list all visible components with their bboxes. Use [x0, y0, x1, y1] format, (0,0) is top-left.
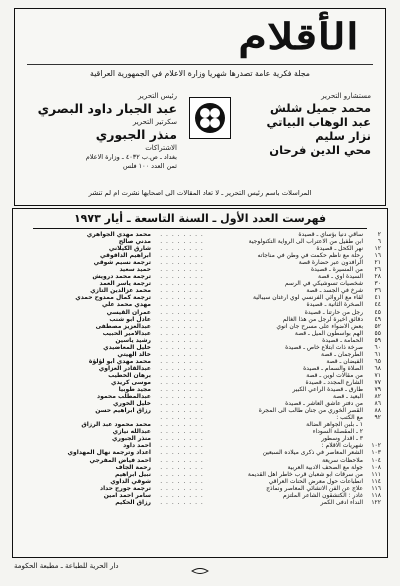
toc-page-number: ٧١: [374, 371, 381, 379]
toc-entry: [19, 294, 381, 301]
toc-leader-dots: . . . . . . . .: [160, 308, 204, 316]
toc-leader-dots: . . . . . . . .: [160, 294, 204, 302]
toc-entry-author: منذر الجبوري: [112, 435, 151, 443]
toc-entry-title: الهم بواسطون الميل ـ قصة: [294, 329, 363, 337]
toc-page-number: ٤٥: [374, 308, 381, 316]
toc-entry-author: محمد محمود عبد الرزاق: [81, 421, 151, 429]
toc-entry-author: شارق الكيلاني: [108, 245, 151, 253]
toc-entry-title: ٣ ـ اقدار وسطور: [321, 435, 363, 443]
toc-entry-title: من سرقات ابو شعبان قرب خاطر اهل القديمة: [247, 470, 363, 478]
toc-title: فهرست العدد الأول ـ السنة التاسعة ـ أيار ١٩٧٣: [73, 212, 327, 225]
toc-entry: [19, 414, 381, 421]
toc-leader-dots: . . . . . . . .: [160, 315, 204, 323]
toc-leader-dots: . . . . . . . .: [160, 449, 204, 457]
toc-entry-author: محمد مهدي الجواهري: [86, 231, 151, 238]
toc-entry-author: رزاق الحكيم: [115, 498, 151, 506]
toc-entry: [19, 259, 381, 266]
toc-page-number: ٢: [377, 231, 381, 238]
logo-divider: [27, 64, 373, 65]
toc-page-number: ٢٦: [374, 266, 381, 274]
toc-entry: [19, 449, 381, 456]
toc-page-number: ٣٦: [374, 287, 381, 295]
toc-page-number: ١٦: [374, 252, 381, 260]
toc-page-number: ٨٢: [374, 393, 381, 401]
toc-leader-dots: . . . . . . . .: [160, 378, 204, 386]
toc-entry-title: من مقالات لوين ـ قصة: [306, 371, 363, 379]
toc-entry-author: خليل الخوري: [112, 400, 151, 408]
toc-entry: [19, 428, 381, 435]
toc-entry-author: احمد داود: [123, 442, 151, 450]
toc-page-number: ٩٢: [374, 414, 381, 422]
toc-entry-author: خالد الهيتي: [117, 350, 151, 358]
toc-entry: [19, 421, 381, 428]
toc-entry-author: عبدالله نيازي: [112, 428, 151, 436]
toc-leader-dots: . . . . . . . .: [160, 463, 204, 471]
toc-entry-author: ترجمة نسيم شوقي: [93, 259, 151, 267]
secretary-role: سكرتير التحرير: [132, 118, 177, 126]
toc-page-number: ٦: [377, 238, 381, 246]
toc-entry-title: رجل من حارتنا ـ قصيدة: [304, 308, 363, 316]
toc-entry-title: الصخرة الثانية ـ قصيدة: [306, 301, 363, 309]
toc-entry: [19, 471, 381, 478]
masthead: [14, 8, 386, 206]
toc-entry: [19, 393, 381, 400]
toc-page-number: ٦٥: [374, 357, 381, 365]
toc-leader-dots: . . . . . . . .: [160, 428, 204, 436]
toc-entry: [19, 386, 381, 393]
toc-leader-dots: . . . . . . . .: [160, 343, 204, 351]
toc-page-number: ١٢٢: [371, 498, 381, 506]
toc-leader-dots: . . . . . . . .: [160, 386, 204, 394]
toc-leader-dots: . . . . . . . .: [160, 301, 204, 309]
toc-title-divider: [33, 228, 367, 229]
printer-credit: دار الحرية للطباعة ـ مطبعة الحكومة: [14, 562, 119, 570]
toc-leader-dots: . . . . . . . .: [160, 329, 204, 337]
toc-entry: [19, 492, 381, 499]
toc-entry-title: الشارع المجدد ـ قصيدة: [305, 378, 363, 386]
toc-entry-author: رزاق ابراهيم حسن: [95, 407, 151, 415]
toc-entry-author: شوقي الداوي: [110, 477, 151, 485]
toc-leader-dots: . . . . . . . .: [160, 252, 204, 260]
toc-leader-dots: . . . . . . . .: [160, 322, 204, 330]
toc-entry-title: النداء ادفى الكمر: [320, 498, 363, 506]
toc-entry: [19, 344, 381, 351]
toc-entry-author: رحمة الجاف: [115, 463, 151, 471]
advisor-name: عبد الوهاب البياتي: [266, 115, 371, 129]
advisor-name: محي الدين فرحان: [269, 143, 371, 157]
toc-entry: [19, 478, 381, 485]
toc-entry: [19, 316, 381, 323]
toc-entry-title: السيدة اوي ـ قصة: [318, 273, 363, 281]
toc-entry-author: مدني صالح: [118, 238, 151, 246]
toc-page-number: ٦٠: [374, 343, 381, 351]
toc-entry-author: ترجمة كمال ممدوح حمدي: [75, 294, 151, 302]
toc-entry: [19, 238, 381, 245]
toc-leader-dots: . . . . . . . .: [160, 477, 204, 485]
toc-leader-dots: . . . . . . . .: [160, 350, 204, 358]
toc-page-number: ٥٥: [374, 329, 381, 337]
toc-entry-title: البعيد ـ قصة: [332, 393, 363, 401]
toc-entry-author: عبدالعزيز مصطفى: [95, 322, 151, 330]
toc-page-number: ١٠٣: [371, 449, 381, 457]
toc-leader-dots: . . . . . . . .: [160, 231, 204, 238]
toc-leader-dots: . . . . . . . .: [160, 371, 204, 379]
toc-page-number: ٤١: [374, 294, 381, 302]
toc-entry-author: حميد سعيد: [119, 266, 151, 274]
toc-leader-dots: . . . . . . . .: [160, 421, 204, 429]
masthead-tagline: مجلة فكرية عامة تصدرها شهريا وزارة الاعلام في الجمهورية العراقية: [90, 69, 310, 78]
toc-entry-author: ترجمة محمد درويش: [92, 273, 151, 281]
toc-entry-title: من المسيرة ـ قصيدة: [310, 266, 363, 274]
toc-entry: [19, 485, 381, 492]
toc-leader-dots: . . . . . . . .: [160, 400, 204, 408]
advisor-name: نزار سليم: [315, 129, 371, 143]
toc-entry-author: مجيد طوبيا: [118, 386, 151, 394]
toc-entry-author: نبيل ابراهيم: [114, 470, 151, 478]
table-of-contents: [12, 208, 388, 558]
toc-entry: [19, 365, 381, 372]
subscriptions-role: الاشتراكات: [145, 144, 177, 152]
toc-entry: [19, 400, 381, 407]
toc-entry: [19, 379, 381, 386]
toc-leader-dots: . . . . . . . .: [160, 357, 204, 365]
toc-page-number: ١٠٨: [371, 463, 381, 471]
toc-page-number: ١١٨: [371, 491, 381, 499]
editors-column: [29, 91, 177, 171]
toc-entry-author: سامر احمد امين: [103, 491, 151, 499]
toc-page-number: ٨٨: [374, 407, 381, 415]
toc-entry: [19, 301, 381, 308]
toc-page-number: ٥٩: [374, 336, 381, 344]
toc-leader-dots: . . . . . . . .: [160, 336, 204, 344]
masthead-footer: المراسلات باسم رئيس التحرير ـ لا تعاد المقالات الى اصحابها نشرت ام لم تنشر: [88, 189, 312, 197]
toc-entry: [19, 407, 381, 414]
toc-page-number: ٢٨: [374, 273, 381, 281]
toc-entry: [19, 245, 381, 252]
toc-leader-dots: . . . . . . . .: [160, 491, 204, 499]
toc-entry-title: رحلة مع ناظم حكمت في وطن في مناجاته: [257, 252, 363, 260]
emblem-icon: [189, 97, 231, 139]
toc-page-number: ١٢: [374, 245, 381, 253]
toc-entry-author: خليل المعاضيدي: [103, 343, 151, 351]
toc-leader-dots: . . . . . . . .: [160, 470, 204, 478]
toc-entry-author: ترجمة ياسر العمد: [99, 280, 151, 288]
toc-entry-author: عمران القيسي: [106, 308, 151, 316]
toc-page-number: ١٠٤: [371, 456, 381, 464]
toc-page-number: ٤٤: [374, 301, 381, 309]
toc-entry: [19, 337, 381, 344]
ornament-icon: [190, 566, 210, 576]
toc-entry-title: بعض الاضواء على مسرح جان انوي: [276, 322, 363, 330]
toc-leader-dots: . . . . . . . .: [160, 238, 204, 246]
toc-entry: [19, 273, 381, 280]
toc-page-number: ٧٧: [374, 378, 381, 386]
toc-leader-dots: . . . . . . . .: [160, 456, 204, 464]
toc-entry-author: محمد مهدي أبو لؤلؤة: [88, 357, 151, 365]
toc-entry-title: مع الكتب :: [336, 414, 363, 422]
toc-entry-author: ترجمة جورج حداد: [100, 484, 151, 492]
toc-leader-dots: . . . . . . . .: [160, 245, 204, 253]
toc-entry-author: مهدي محمد علي: [102, 301, 151, 309]
toc-entry-title: شرخ في الجسد ـ قصة: [306, 287, 363, 295]
toc-entry-title: غادر : الكتشقون الشاعر الملتزم: [282, 491, 363, 499]
toc-page-number: ٢١: [374, 259, 381, 267]
toc-page-number: ٦١: [374, 350, 381, 358]
toc-leader-dots: . . . . . . . .: [160, 280, 204, 288]
toc-entry-author: عبدالقادر العزاوي: [98, 364, 151, 372]
toc-entry-author: اعداد وترجمة نهال المهداوي: [67, 449, 151, 457]
toc-entry-title: الفيضان ـ قصة: [326, 357, 363, 365]
toc-entry: [19, 287, 381, 294]
toc-entry-title: القصر الخوري من جنان طالب الى المجرة: [258, 407, 363, 415]
toc-entry-title: ملاحظات سريعة: [322, 456, 363, 464]
toc-page-number: ٣٠: [374, 280, 381, 288]
toc-entry: [19, 280, 381, 287]
toc-page-number: ١٠٢: [371, 442, 381, 450]
toc-entry-title: من دفتر عاشق العاشر ـ قصيدة: [285, 400, 363, 408]
toc-entry: [19, 330, 381, 337]
toc-leader-dots: . . . . . . . .: [160, 393, 204, 401]
toc-entry-title: شخصيات تسوشيكي في الرسم: [284, 280, 363, 288]
toc-entry: [19, 351, 381, 358]
magazine-logo: الأقلام: [238, 16, 359, 58]
toc-entry-author: عبدالامير الحبيب: [102, 329, 151, 337]
toc-entry-title: جولة مع الصحف الادبية العربية: [287, 463, 363, 471]
toc-leader-dots: . . . . . . . .: [160, 498, 204, 506]
toc-entry-author: عبدالمطلب محمود: [97, 393, 151, 401]
toc-entry-title: نهر الكحل ـ قصيدة: [316, 245, 363, 253]
toc-list: [19, 231, 381, 506]
toc-entry-title: انطباعات حول معرض الحنات العراقي: [268, 477, 363, 485]
advisor-name: محمد جميل شلش: [270, 101, 371, 115]
toc-page-number: ٦٨: [374, 364, 381, 372]
toc-entry-title: الحمامة ـ قصيدة: [322, 336, 363, 344]
toc-entry: [19, 457, 381, 464]
toc-page-number: ٧٩: [374, 386, 381, 394]
toc-entry-author: عادل ابو شنب: [109, 315, 151, 323]
toc-entry: [19, 231, 381, 238]
toc-entry: [19, 323, 381, 330]
secretary-name: منذر الجبوري: [95, 127, 177, 142]
toc-entry: [19, 266, 381, 273]
toc-entry-title: صرخة ذات ابتلاع خاص ـ قصيدة: [285, 343, 363, 351]
toc-entry-title: ١ ـ بلبن الجواهر الضالة: [306, 421, 363, 429]
toc-page-number: ٥٢: [374, 322, 381, 330]
toc-leader-dots: . . . . . . . .: [160, 407, 204, 415]
toc-entry-author: رشيد ياسين: [115, 336, 151, 344]
toc-leader-dots: . . . . . . . .: [160, 442, 204, 450]
toc-leader-dots: . . . . . . . .: [160, 364, 204, 372]
toc-page-number: ١١٦: [371, 484, 381, 492]
toc-leader-dots: . . . . . . . .: [160, 266, 204, 274]
toc-entry: [19, 309, 381, 316]
toc-entry-title: الشعر المعاصر في ذكرى ميلاده السبعين: [262, 449, 363, 457]
toc-entry-author: ابراهيم الداقوقي: [99, 252, 151, 260]
toc-entry-author: محمد عزالدين التازي: [90, 287, 151, 295]
toc-leader-dots: . . . . . . . .: [160, 484, 204, 492]
toc-entry-author: احمد فياض المفرجي: [89, 456, 151, 464]
toc-entry-title: دقائق اخيرة لرجل من هذا الغالم: [282, 315, 363, 323]
toc-entry: [19, 499, 381, 506]
toc-page-number: ٤٩: [374, 315, 381, 323]
toc-leader-dots: . . . . . . . .: [160, 287, 204, 295]
toc-entry: [19, 435, 381, 442]
price-line: ثمن العدد ١٠٠ فلس: [123, 162, 177, 170]
toc-entry-title: لقاء مع الروائي الفرنسي لوي ارغتان سيبالية: [253, 294, 363, 302]
editor-role: رئيس التحرير: [138, 92, 177, 100]
toc-entry: [19, 252, 381, 259]
toc-entry: [19, 442, 381, 449]
toc-leader-dots: . . . . . . . .: [160, 435, 204, 443]
toc-entry-title: شهريات الاقلام :: [321, 442, 363, 450]
toc-leader-dots: . . . . . . . .: [160, 259, 204, 267]
toc-page-number: ١١١: [371, 470, 381, 478]
toc-entry-author: موسى كريدي: [111, 378, 151, 386]
toc-leader-dots: . . . . . . . .: [160, 273, 204, 281]
toc-entry-title: ساقي دنيا بؤساي ـ قصيدة: [298, 231, 363, 238]
toc-leader-dots: . . . . . . . .: [160, 414, 204, 422]
advisors-role: مستشارو التحرير: [321, 92, 371, 100]
toc-page-number: ٨٦: [374, 400, 381, 408]
toc-entry-title: ٢ ـ المقصلة السوداء: [312, 428, 363, 436]
editor-in-chief-name: عبد الجبار داود البصري: [37, 101, 177, 116]
toc-entry-title: الصلاة والسمام ـ قصيدة: [303, 364, 363, 372]
toc-entry-title: الرافدون عبر حضارة قصة: [298, 259, 363, 267]
toc-entry: [19, 464, 381, 471]
toc-entry-title: الطرجمان ـ قصة: [321, 350, 363, 358]
toc-entry-title: ابن طفيل من الاعتراب الى الرواية التكنولوجية: [248, 238, 363, 246]
toc-entry-author: برهان الخطيب: [108, 371, 151, 379]
toc-entry: [19, 372, 381, 379]
toc-entry: [19, 358, 381, 365]
toc-entry-title: علاج عن الفن الانشائي المعاصر ونماذج: [266, 484, 363, 492]
toc-entry-title: طارق ـ قصيدة الراعي الكبير: [292, 386, 363, 394]
toc-page-number: ١١٤: [371, 477, 381, 485]
address-line: بغداد ـ ص.ب ٤٠٣٢ ـ وزارة الاعلام: [85, 153, 177, 161]
